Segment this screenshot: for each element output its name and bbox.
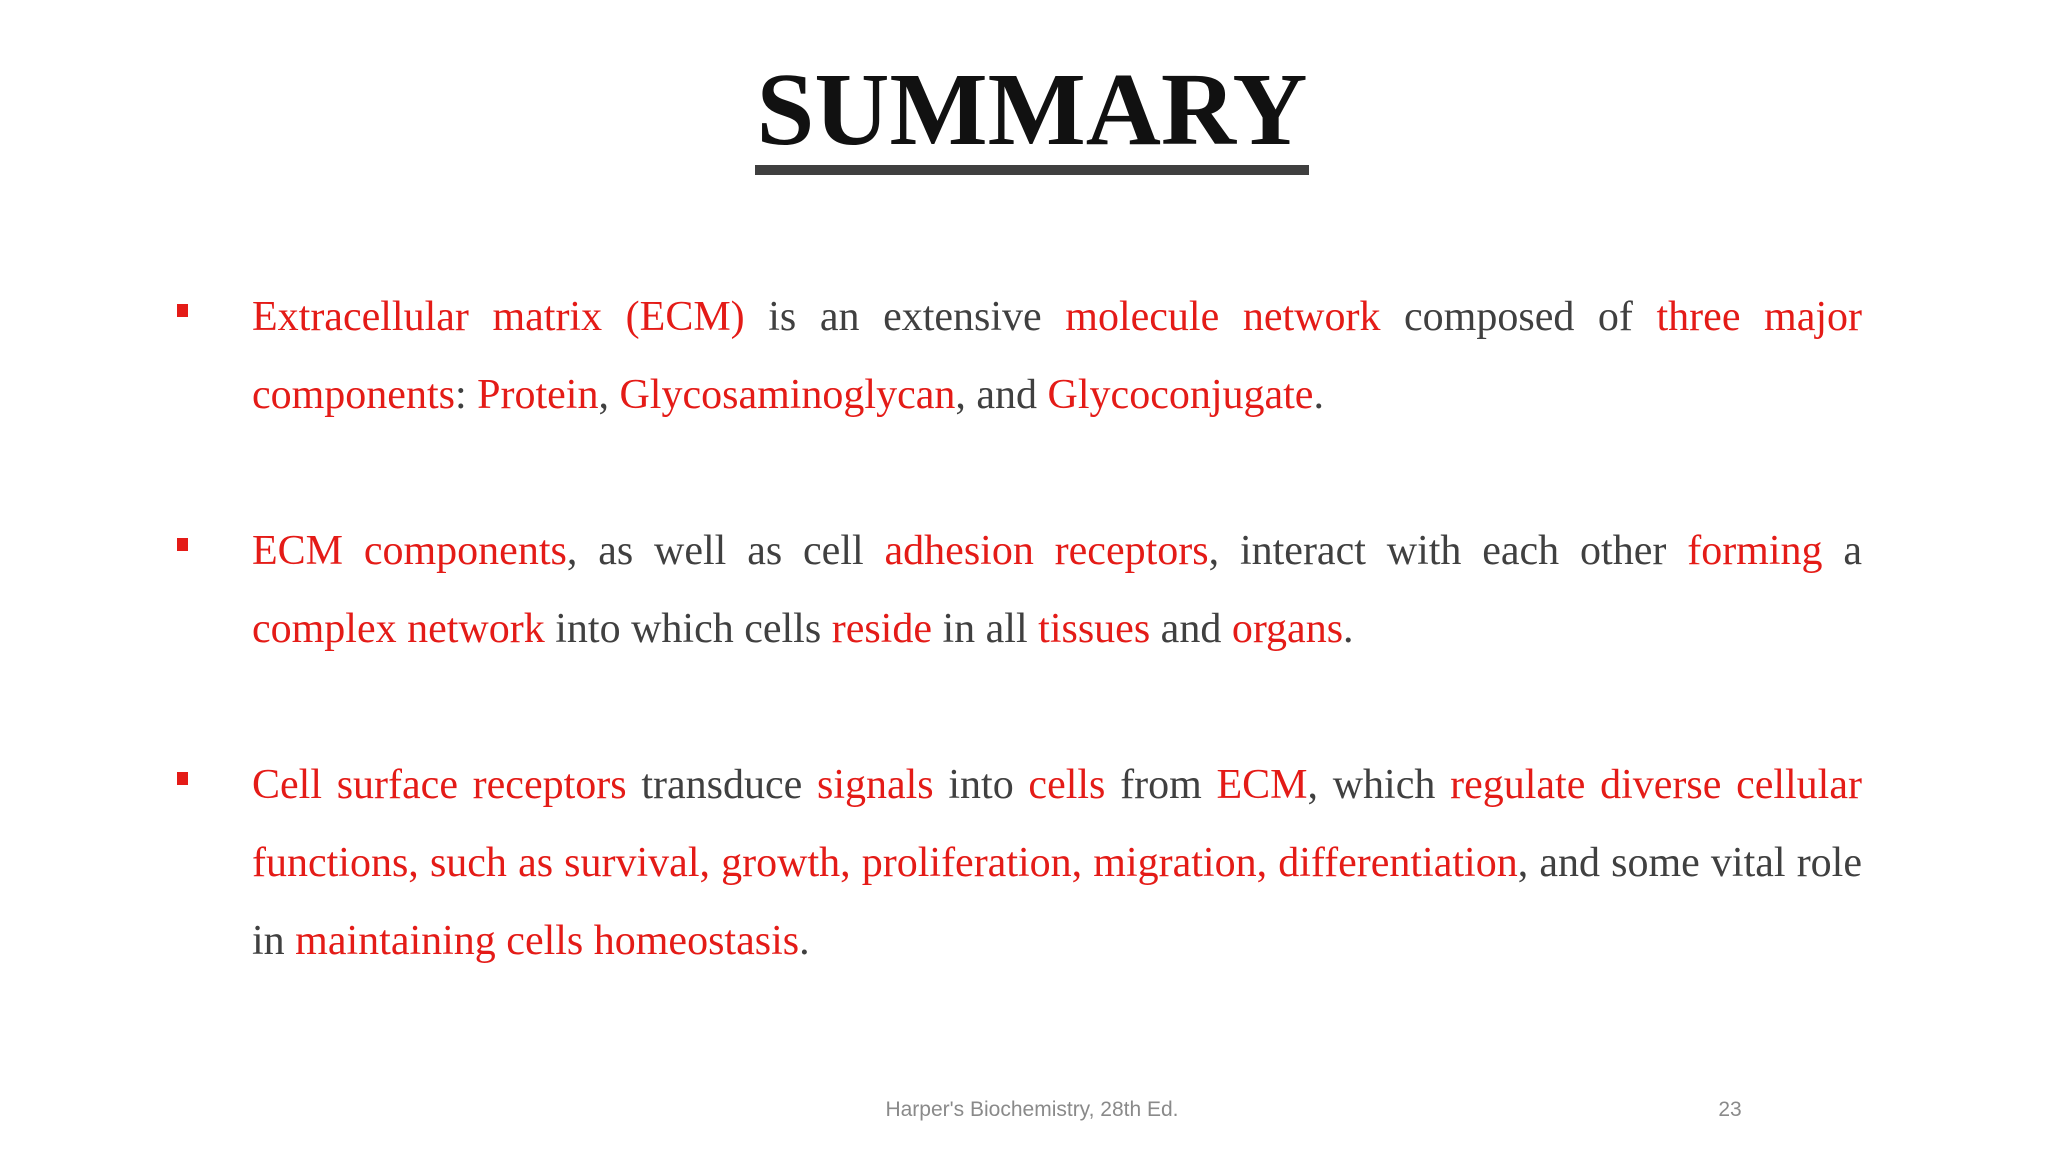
highlighted-term: cells bbox=[1028, 762, 1106, 808]
body-text: is an extensive bbox=[744, 294, 1066, 340]
highlighted-term: Extracellular matrix (ECM) bbox=[252, 294, 745, 340]
highlighted-term: maintaining cells homeostasis bbox=[295, 918, 800, 964]
bullet-list bbox=[172, 278, 1862, 1058]
highlighted-term: ECM bbox=[1216, 762, 1308, 808]
highlighted-term: molecule network bbox=[1065, 294, 1381, 340]
highlighted-term: reside bbox=[831, 606, 932, 652]
bullet-text-3 bbox=[252, 746, 1862, 980]
footer-source: Harper's Biochemistry, 28th Ed. bbox=[885, 1098, 1179, 1121]
bullet-square-icon bbox=[177, 538, 188, 551]
highlighted-term: signals bbox=[816, 762, 934, 808]
body-text: : bbox=[454, 372, 478, 418]
body-text: . bbox=[799, 918, 810, 964]
bullet-item-1 bbox=[172, 278, 1862, 434]
bullet-square-icon bbox=[177, 772, 188, 785]
highlighted-term: tissues bbox=[1038, 606, 1151, 652]
highlighted-term: complex network bbox=[252, 606, 545, 652]
bullet-text-2 bbox=[252, 512, 1862, 668]
body-text: a bbox=[1822, 528, 1863, 574]
highlighted-term: adhesion receptors bbox=[884, 528, 1209, 574]
body-text: transduce bbox=[626, 762, 817, 808]
highlighted-term: organs bbox=[1231, 606, 1344, 652]
body-text: , interact with each other bbox=[1208, 528, 1688, 574]
highlighted-term: three major components bbox=[252, 294, 1863, 418]
highlighted-term: Glycosaminoglycan bbox=[619, 372, 956, 418]
body-text: , as well as cell bbox=[566, 528, 885, 574]
body-text: into which cells bbox=[544, 606, 832, 652]
body-text: , and some vital role in bbox=[252, 840, 1862, 964]
body-text: into bbox=[933, 762, 1029, 808]
body-text: . bbox=[1343, 606, 1354, 652]
body-text: in all bbox=[932, 606, 1039, 652]
highlighted-term: Cell surface receptors bbox=[252, 762, 627, 808]
page-number: 23 bbox=[1718, 1098, 1742, 1121]
highlighted-term: forming bbox=[1687, 528, 1823, 574]
bullet-text-1 bbox=[252, 278, 1862, 434]
body-text: , bbox=[598, 372, 620, 418]
bullet-item-3 bbox=[172, 746, 1862, 980]
title-container bbox=[0, 52, 2048, 175]
highlighted-term: Glycoconjugate bbox=[1047, 372, 1314, 418]
body-text: from bbox=[1105, 762, 1217, 808]
body-text: . bbox=[1313, 372, 1324, 418]
body-text: composed of bbox=[1380, 294, 1657, 340]
bullet-square-icon bbox=[177, 304, 188, 317]
body-text: and bbox=[1150, 606, 1232, 652]
highlighted-term: regulate diverse cellular functions, such as survival, growth, proliferation, migration, differentiation bbox=[252, 762, 1862, 886]
bullet-item-2 bbox=[172, 512, 1862, 668]
slide-title: SUMMARY bbox=[755, 58, 1310, 175]
body-text: , and bbox=[955, 372, 1048, 418]
highlighted-term: ECM components bbox=[252, 528, 567, 574]
highlighted-term: Protein bbox=[477, 372, 599, 418]
body-text: , which bbox=[1307, 762, 1451, 808]
